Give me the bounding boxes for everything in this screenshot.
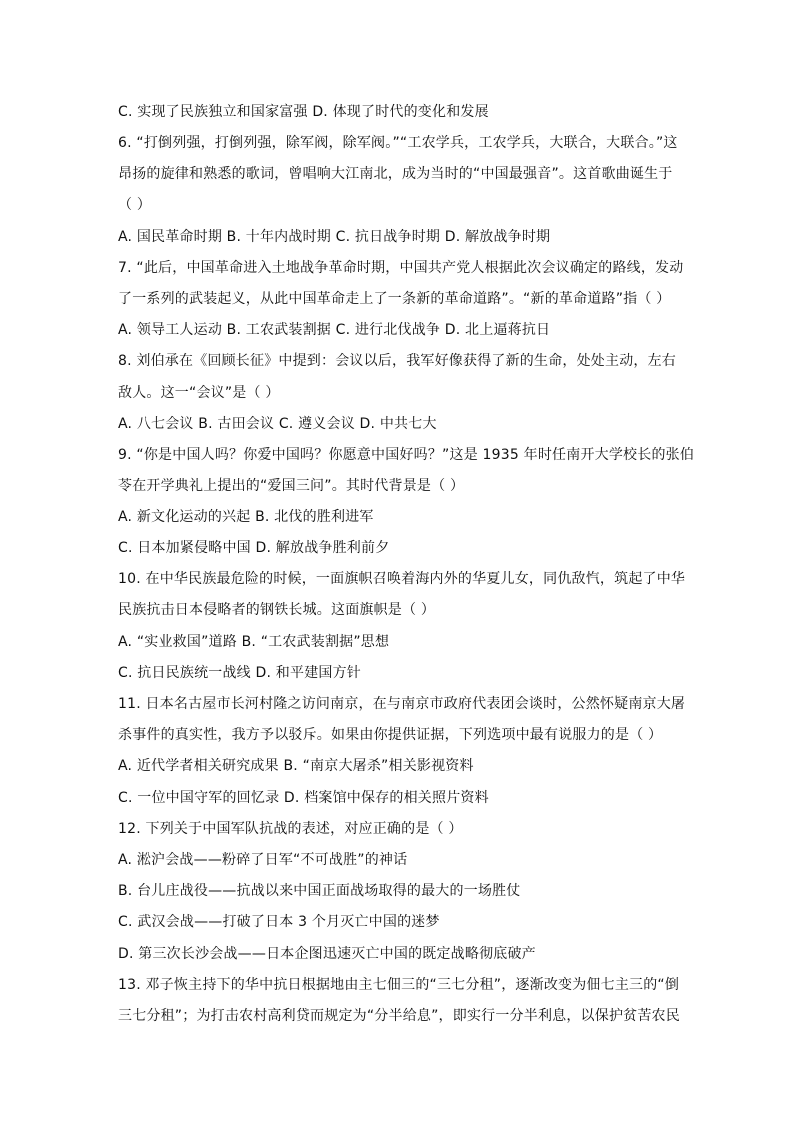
question-9-options-ab: A. 新文化运动的兴起 B. 北伐的胜利进军 xyxy=(118,509,374,525)
option-line-5c: C. 实现了民族独立和国家富强 D. 体现了时代的变化和发展 xyxy=(118,104,489,120)
question-8-line-2: 敌人。这一“会议”是（ ） xyxy=(118,385,280,401)
question-12-option-a: A. 淞沪会战——粉碎了日军“不可战胜”的神话 xyxy=(118,852,408,868)
question-12-option-c: C. 武汉会战——打破了日本 3 个月灭亡中国的迷梦 xyxy=(118,914,440,930)
question-7-options: A. 领导工人运动 B. 工农武装割据 C. 进行北伐战争 D. 北上逼蒋抗日 xyxy=(118,322,551,338)
question-12-option-d: D. 第三次长沙会战——日本企图迅速灭亡中国的既定战略彻底破产 xyxy=(118,946,536,962)
question-6-line-1: 6. “打倒列强，打倒列强，除军阀，除军阀。”“工农学兵，工农学兵，大联合，大联合。”这 xyxy=(118,135,678,151)
question-8-line-1: 8. 刘伯承在《回顾长征》中提到：会议以后，我军好像获得了新的生命，处处主动，左右 xyxy=(118,353,677,369)
question-11-line-2: 杀事件的真实性，我方予以驳斥。如果由你提供证据，下列选项中最有说服力的是（ ） xyxy=(118,727,663,743)
question-11-options-cd: C. 一位中国守军的回忆录 D. 档案馆中保存的相关照片资料 xyxy=(118,790,489,806)
question-10-options-ab: A. “实业救国”道路 B. “工农武装割据”思想 xyxy=(118,634,390,650)
question-8-options: A. 八七会议 B. 古田会议 C. 遵义会议 D. 中共七大 xyxy=(118,416,437,432)
question-10-line-2: 民族抗击日本侵略者的钢铁长城。这面旗帜是（ ） xyxy=(118,602,436,618)
question-6-line-3: （ ） xyxy=(118,197,152,213)
question-12-option-b: B. 台儿庄战役——抗战以来中国正面战场取得的最大的一场胜仗 xyxy=(118,883,521,899)
question-13-line-2: 三七分租”；为打击农村高利贷而规定为“分半给息”，即实行一分半利息，以保护贫苦农民 xyxy=(118,1008,680,1024)
question-10-line-1: 10. 在中华民族最危险的时候，一面旗帜召唤着海内外的华夏儿女，同仇敌忾，筑起了中华 xyxy=(118,571,686,587)
question-11-line-1: 11. 日本名古屋市长河村隆之访问南京，在与南京市政府代表团会谈时，公然怀疑南京大屠 xyxy=(118,696,686,712)
question-10-options-cd: C. 抗日民族统一战线 D. 和平建国方针 xyxy=(118,665,362,681)
question-12-stem: 12. 下列关于中国军队抗战的表述，对应正确的是（ ） xyxy=(118,821,463,837)
question-13-line-1: 13. 邓子恢主持下的华中抗日根据地由主七佃三的“三七分租”，逐渐改变为佃七主三的“倒 xyxy=(118,977,680,993)
question-7-line-2: 了一系列的武装起义，从此中国革命走上了一条新的革命道路”。“新的革命道路”指（ ） xyxy=(118,291,671,307)
question-9-line-1: 9. “你是中国人吗？你爱中国吗？你愿意中国好吗？”这是 1935 年时任南开大学校长的张伯 xyxy=(118,447,695,463)
question-6-line-2: 昂扬的旋律和熟悉的歌词，曾唱响大江南北，成为当时的“中国最强音”。这首歌曲诞生于 xyxy=(118,166,673,182)
question-9-options-cd: C. 日本加紧侵略中国 D. 解放战争胜利前夕 xyxy=(118,540,390,556)
question-6-options: A. 国民革命时期 B. 十年内战时期 C. 抗日战争时期 D. 解放战争时期 xyxy=(118,229,551,245)
question-7-line-1: 7. “此后，中国革命进入土地战争革命时期，中国共产党人根据此次会议确定的路线，发动 xyxy=(118,260,684,276)
question-9-line-2: 苓在开学典礼上提出的“爱国三问”。其时代背景是（ ） xyxy=(118,478,465,494)
question-11-options-ab: A. 近代学者相关研究成果 B. “南京大屠杀”相关影视资料 xyxy=(118,758,474,774)
